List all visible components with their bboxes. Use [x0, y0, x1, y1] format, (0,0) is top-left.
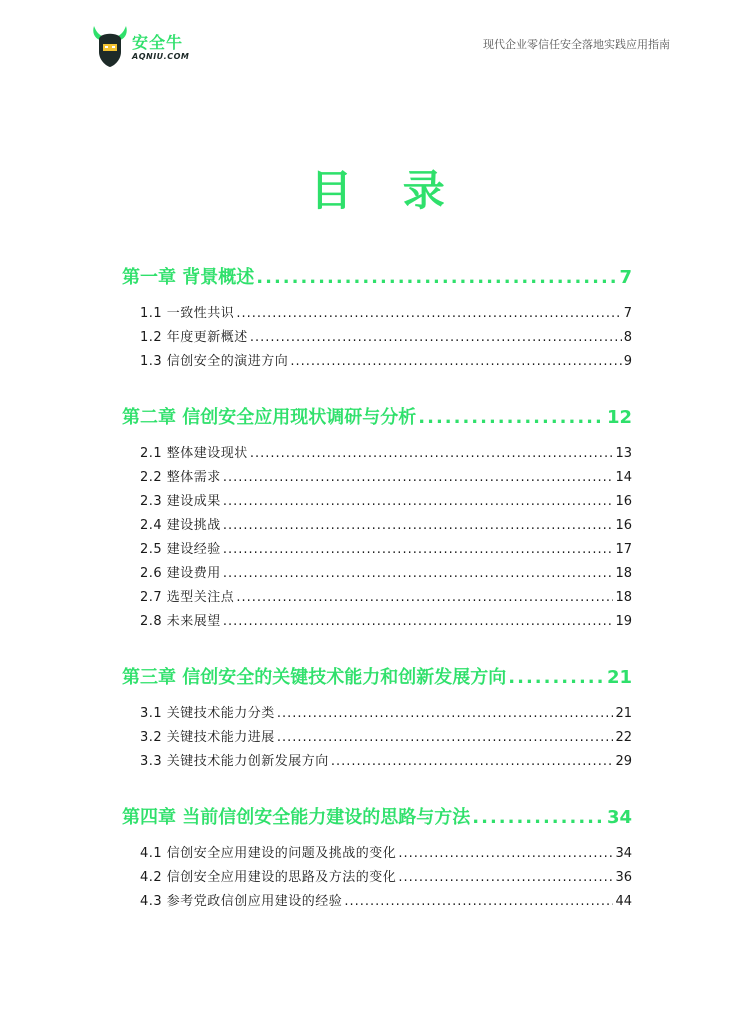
toc-section-title: 1.1 一致性共识: [140, 306, 235, 321]
toc-chapter: [122, 802, 632, 914]
toc-section-page: 19: [615, 614, 632, 629]
toc-section-title: 1.3 信创安全的演进方向: [140, 354, 289, 369]
toc-chapter-entry[interactable]: [122, 802, 632, 834]
logo-text: 安全牛: [132, 33, 184, 52]
toc-section-title: 4.2 信创安全应用建设的思路及方法的变化: [140, 870, 397, 885]
page-header: [0, 0, 755, 80]
toc-section-entry[interactable]: [122, 562, 632, 586]
toc-leader-dots: [250, 326, 622, 350]
toc-section-title: 2.4 建设挑战: [140, 518, 221, 533]
toc-section-title: 4.1 信创安全应用建设的问题及挑战的变化: [140, 846, 397, 861]
table-of-contents: [122, 262, 632, 914]
toc-chapter-page: 7: [619, 267, 632, 288]
toc-section-entry[interactable]: [122, 350, 632, 374]
toc-leader-dots: [223, 466, 614, 490]
toc-leader-dots: [223, 562, 614, 586]
toc-leader-dots: [418, 402, 605, 434]
toc-leader-dots: [398, 866, 613, 890]
toc-section-entry[interactable]: [122, 890, 632, 914]
toc-section-title: 4.3 参考党政信创应用建设的经验: [140, 894, 343, 909]
toc-section-entry[interactable]: [122, 842, 632, 866]
toc-section-entry[interactable]: [122, 490, 632, 514]
toc-section-entry[interactable]: [122, 514, 632, 538]
toc-chapter-page: 34: [606, 807, 632, 828]
toc-chapter-page: 12: [606, 407, 632, 428]
toc-section-page: 44: [615, 894, 632, 909]
toc-heading: 目 录: [310, 166, 463, 215]
toc-section-page: 29: [615, 754, 632, 769]
toc-leader-dots: [223, 610, 614, 634]
toc-section-entry[interactable]: [122, 610, 632, 634]
toc-chapter-title: 第四章 当前信创安全能力建设的思路与方法: [122, 807, 471, 828]
toc-section-page: 22: [615, 730, 632, 745]
toc-chapter: [122, 402, 632, 634]
logo: [90, 22, 200, 68]
toc-section-entry[interactable]: [122, 750, 632, 774]
toc-leader-dots: [223, 490, 614, 514]
toc-section-title: 2.5 建设经验: [140, 542, 221, 557]
toc-section-title: 1.2 年度更新概述: [140, 330, 248, 345]
toc-leader-dots: [256, 262, 617, 294]
toc-leader-dots: [223, 538, 614, 562]
toc-section-entry[interactable]: [122, 702, 632, 726]
toc-chapter-title: 第三章 信创安全的关键技术能力和创新发展方向: [122, 667, 507, 688]
document-title: 现代企业零信任安全落地实践应用指南: [483, 38, 670, 51]
toc-section-page: 17: [615, 542, 632, 557]
toc-section-page: 8: [623, 330, 632, 345]
toc-section-entry[interactable]: [122, 866, 632, 890]
toc-section-entry[interactable]: [122, 302, 632, 326]
viking-helmet-icon: [90, 22, 130, 68]
toc-section-entry[interactable]: [122, 586, 632, 610]
toc-chapter-page: 21: [606, 667, 632, 688]
toc-section-page: 14: [615, 470, 632, 485]
toc-section-page: 9: [623, 354, 632, 369]
toc-section-title: 3.1 关键技术能力分类: [140, 706, 275, 721]
toc-section-page: 18: [615, 566, 632, 581]
toc-leader-dots: [236, 586, 613, 610]
toc-chapter: [122, 262, 632, 374]
toc-leader-dots: [344, 890, 613, 914]
toc-leader-dots: [236, 302, 621, 326]
toc-section-page: 16: [615, 494, 632, 509]
toc-section-title: 2.7 选型关注点: [140, 590, 235, 605]
toc-chapter: [122, 662, 632, 774]
toc-section-page: 18: [615, 590, 632, 605]
toc-section-page: 7: [623, 306, 632, 321]
toc-leader-dots: [398, 842, 613, 866]
toc-section-page: 34: [615, 846, 632, 861]
toc-section-entry[interactable]: [122, 442, 632, 466]
toc-section-entry[interactable]: [122, 326, 632, 350]
toc-section-page: 36: [615, 870, 632, 885]
toc-leader-dots: [331, 750, 614, 774]
toc-section-entry[interactable]: [122, 538, 632, 562]
toc-section-entry[interactable]: [122, 466, 632, 490]
toc-chapter-entry[interactable]: [122, 402, 632, 434]
logo-subtext: AQNIU.COM: [132, 52, 190, 61]
toc-section-entry[interactable]: [122, 726, 632, 750]
toc-chapter-entry[interactable]: [122, 662, 632, 694]
toc-leader-dots: [250, 442, 614, 466]
toc-chapter-title: 第一章 背景概述: [122, 267, 255, 288]
toc-section-page: 13: [615, 446, 632, 461]
toc-section-title: 2.3 建设成果: [140, 494, 221, 509]
toc-section-title: 2.6 建设费用: [140, 566, 221, 581]
toc-section-title: 2.8 未来展望: [140, 614, 221, 629]
toc-leader-dots: [277, 726, 614, 750]
toc-section-title: 2.1 整体建设现状: [140, 446, 248, 461]
toc-leader-dots: [472, 802, 605, 834]
toc-leader-dots: [290, 350, 621, 374]
toc-leader-dots: [223, 514, 614, 538]
toc-section-title: 2.2 整体需求: [140, 470, 221, 485]
toc-section-page: 21: [615, 706, 632, 721]
toc-section-title: 3.3 关键技术能力创新发展方向: [140, 754, 329, 769]
toc-chapter-entry[interactable]: [122, 262, 632, 294]
toc-leader-dots: [277, 702, 614, 726]
toc-chapter-title: 第二章 信创安全应用现状调研与分析: [122, 407, 417, 428]
toc-section-page: 16: [615, 518, 632, 533]
toc-leader-dots: [508, 662, 605, 694]
toc-section-title: 3.2 关键技术能力进展: [140, 730, 275, 745]
